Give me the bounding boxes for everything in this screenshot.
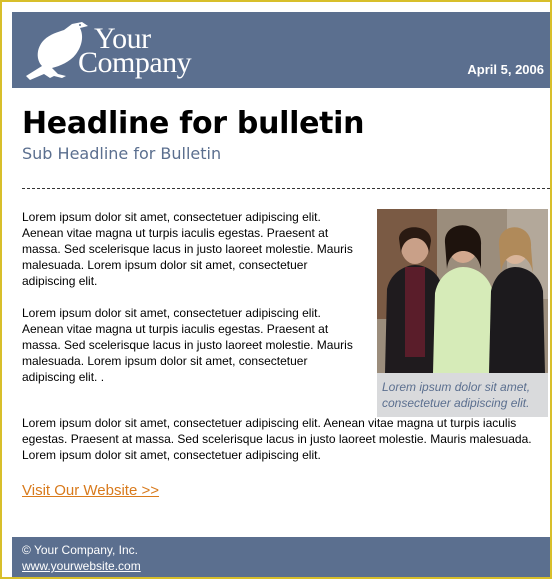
- team-photo-illustration: [377, 209, 548, 373]
- header-banner: [12, 12, 550, 88]
- body-paragraph-2: Lorem ipsum dolor sit amet, consectetuer adipiscing elit. Aenean vitae magna ut turpis iaculis egestas. Praesent at massa. Sed scelerisque lacus in justo laoreet molestie. Mauris malesuada. Lorem ipsum dolor sit amet, consectetuer adipiscing elit. .: [22, 306, 353, 384]
- photo-panel: [377, 209, 548, 417]
- logo-text-your: Your: [94, 22, 151, 55]
- footer-bar: [12, 537, 550, 577]
- team-photo: [377, 209, 548, 373]
- footer-website-link[interactable]: www.yourwebsite.com: [22, 559, 141, 573]
- body-paragraph-3: Lorem ipsum dolor sit amet, consectetuer adipiscing elit. Aenean vitae magna ut turpis iaculis egestas. Praesent at massa. Sed scelerisque lacus in justo laoreet molestie. Mauris malesuada. Lorem ipsum dolor sit amet, consectetuer adipiscing elit.: [22, 416, 532, 462]
- visit-website-link[interactable]: Visit Our Website >>: [22, 482, 160, 499]
- photo-caption: Lorem ipsum dolor sit amet, consectetuer adipiscing elit.: [382, 380, 531, 410]
- company-logo: [22, 16, 192, 84]
- bulletin-date: April 5, 2006: [467, 62, 544, 77]
- logo-text-company: Company: [78, 46, 192, 79]
- body-paragraph-1: Lorem ipsum dolor sit amet, consectetuer adipiscing elit. Aenean vitae magna ut turpis iaculis egestas. Praesent at massa. Sed scelerisque lacus in justo laoreet molestie. Mauris malesuada. Lorem ipsum dolor sit amet, consectetuer adipiscing elit.: [22, 210, 353, 288]
- headline: Headline for bulletin: [22, 106, 365, 141]
- footer-copyright: © Your Company, Inc.: [22, 543, 139, 557]
- subheadline: Sub Headline for Bulletin: [22, 144, 222, 163]
- dashed-divider: [22, 188, 550, 189]
